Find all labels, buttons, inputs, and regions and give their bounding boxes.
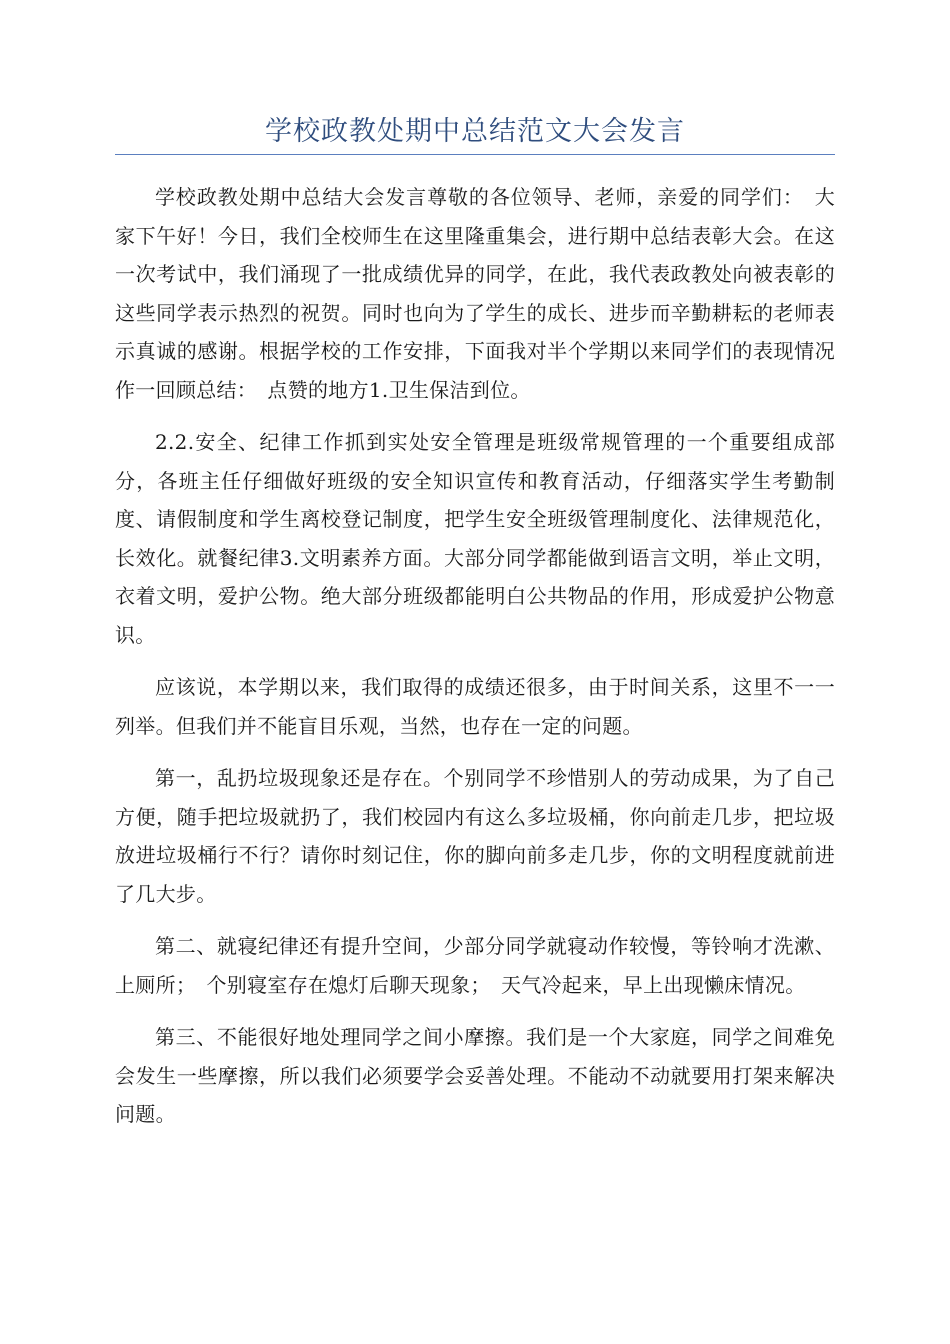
paragraph-problem-two: 第二、就寝纪律还有提升空间，少部分同学就寝动作较慢，等铃响才洗漱、上厕所； 个别寝室存在熄灯后聊天现象； 天气冷起来，早上出现懒床情况。 — [115, 934, 835, 997]
page-title: 学校政教处期中总结范文大会发言 — [265, 116, 685, 147]
paragraph-opening: 学校政教处期中总结大会发言尊敬的各位领导、老师，亲爱的同学们： 大家下午好！今日，我们全校师生在这里隆重集会，进行期中总结表彰大会。在这一次考试中，我们涌现了一批成绩优异的同学，在此，我代表政教处向被表彰的这些同学表示热烈的祝贺。同时也向为了学生的成长、进步而辛勤耕耘的老师表示真诚的感谢。根据学校的工作安排，下面我对半个学期以来同学们的表现情况作一回顾总结： 点赞的地方1.卫生保洁到位。 — [115, 185, 835, 402]
paragraph-achievements: 应该说，本学期以来，我们取得的成绩还很多，由于时间关系，这里不一一列举。但我们并不能盲目乐观，当然，也存在一定的问题。 — [115, 675, 835, 738]
title-underline — [115, 154, 835, 155]
document-body — [115, 178, 835, 1148]
paragraph-safety-discipline: 2.2.安全、纪律工作抓到实处安全管理是班级常规管理的一个重要组成部分，各班主任仔细做好班级的安全知识宣传和教育活动，仔细落实学生考勤制度、请假制度和学生离校登记制度，把学生安全班级管理制度化、法律规范化，长效化。就餐纪律3.文明素养方面。大部分同学都能做到语言文明，举止文明，衣着文明，爱护公物。绝大部分班级都能明白公共物品的作用，形成爱护公物意识。 — [115, 430, 835, 647]
paragraph-problem-three: 第三、不能很好地处理同学之间小摩擦。我们是一个大家庭，同学之间难免会发生一些摩擦，所以我们必须要学会妥善处理。不能动不动就要用打架来解决问题。 — [115, 1025, 835, 1126]
paragraph-problem-one: 第一，乱扔垃圾现象还是存在。个别同学不珍惜别人的劳动成果，为了自己方便，随手把垃圾就扔了，我们校园内有这么多垃圾桶，你向前走几步，把垃圾放进垃圾桶行不行？请你时刻记住，你的脚向前多走几步，你的文明程度就前进了几大步。 — [115, 766, 835, 906]
